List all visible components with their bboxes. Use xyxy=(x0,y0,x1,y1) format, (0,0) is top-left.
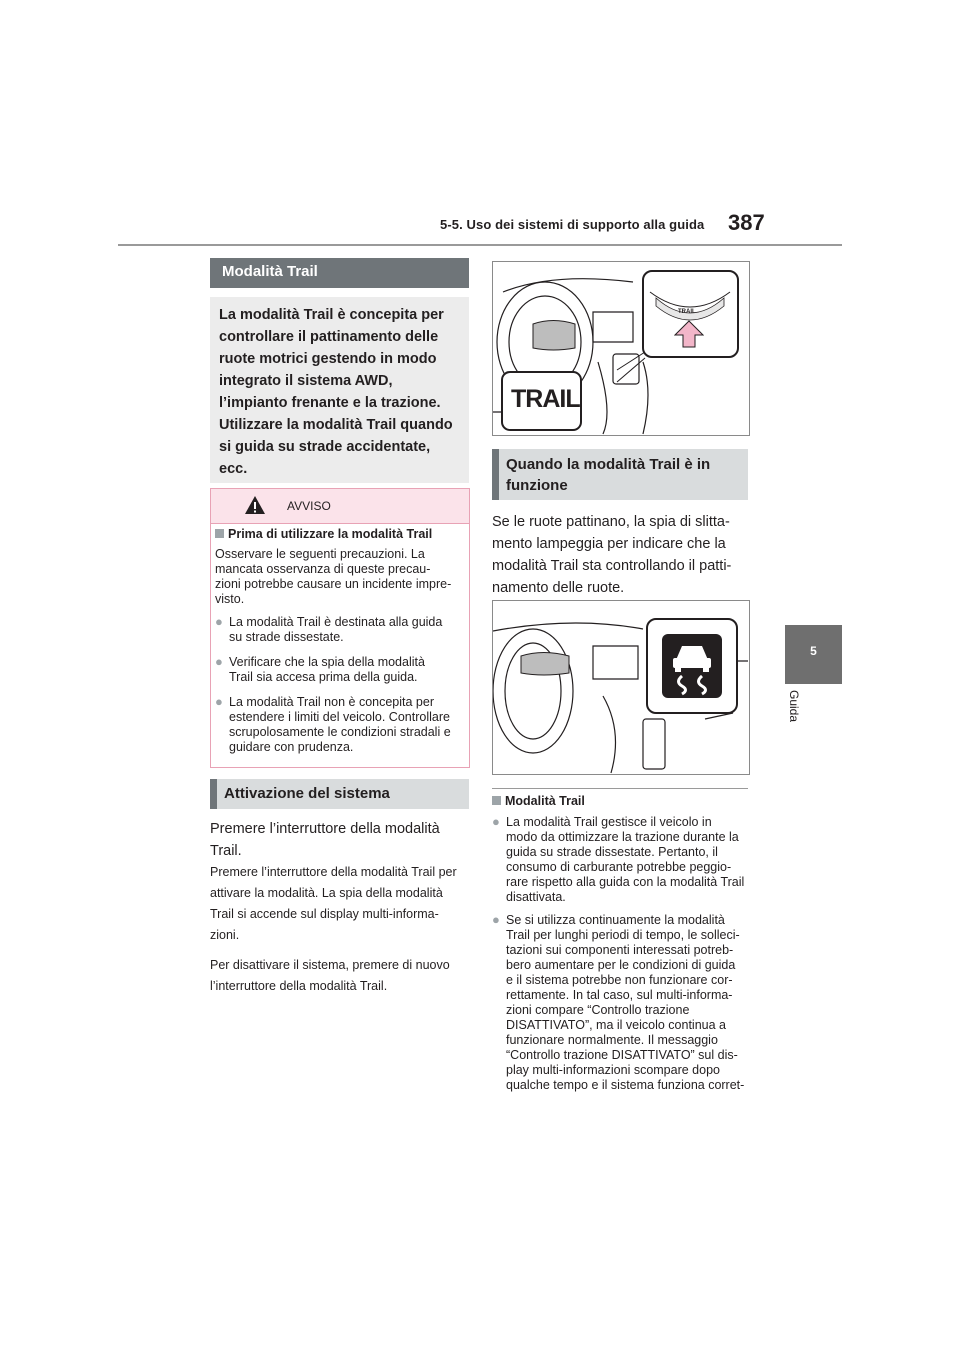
note-item: ● Se si utilizza continuamente la modalità Trail per lunghi periodi di tempo, le solleci- tazioni sui componenti interessati potreb- bero aumentare per le condizioni di guida e il sistema potrebbe non funzionare cor- rettamente. In tal caso, sul multi-informa- zioni compare “Controllo trazione DISATTIVATO”, ma il veicolo continua a funzionare normalmente. Il messaggio “Controllo trazione DISATTIVATO” sul dis- play multi-informazioni scompare dopo qualche tempo e il sistema funziona corret- xyxy=(492,912,745,1092)
notes-block xyxy=(492,794,754,1093)
lead-line: Utilizzare la modalità Trail quando xyxy=(219,417,453,433)
warning-item: ● La modalità Trail non è concepita per estendere i limiti del veicolo. Controllare scrupolosamente le condizioni stradali e guidare con prudenza. xyxy=(215,694,451,754)
switch-inset xyxy=(642,270,739,358)
warning-triangle-icon xyxy=(244,495,266,515)
circle-bullet-icon: ● xyxy=(215,694,223,709)
warning-header xyxy=(211,489,469,524)
lead-line: l’impianto frenante e la trazione. xyxy=(219,395,441,411)
warning-box xyxy=(210,488,470,768)
switch-label: TRAIL xyxy=(678,309,696,315)
section-heading-text: Modalità Trail xyxy=(222,263,318,280)
warning-intro-line: mancata osservanza di queste precau- xyxy=(215,562,431,576)
warning-subhead: Prima di utilizzare la modalità Trail xyxy=(215,527,465,542)
lead-line: controllare il pattinamento delle xyxy=(219,329,439,345)
up-arrow-icon xyxy=(674,320,704,348)
notes-rule xyxy=(492,788,748,789)
lead-box xyxy=(210,297,469,483)
circle-bullet-icon: ● xyxy=(492,912,500,927)
figure-skid-indicator xyxy=(492,600,750,775)
trail-callout-label: TRAIL xyxy=(511,385,580,413)
section-heading-line: Quando la modalità Trail è in xyxy=(506,456,711,473)
lead-line: La modalità Trail è concepita per xyxy=(219,307,444,323)
square-bullet-icon xyxy=(492,796,501,805)
page-number: 387 xyxy=(728,210,765,235)
running-header: 5-5. Uso dei sistemi di supporto alla guida xyxy=(440,217,705,232)
trail-callout xyxy=(501,371,582,431)
activation-step: Premere l’interruttore della modalità Trail. xyxy=(210,821,440,859)
activation-body: Premere l’interruttore della modalità Trail per attivare la modalità. La spia della modalità Trail si accende sul display multi-informa- zioni. Per disattivare il sistema, premere di nuovo l’interruttore della modalità Trail. xyxy=(210,865,457,993)
warning-intro-line: Osservare le seguenti precauzioni. La xyxy=(215,547,425,561)
section-heading-attivazione xyxy=(210,779,469,809)
lead-line: ruote motrici gestendo in modo xyxy=(219,351,437,367)
square-bullet-icon xyxy=(215,529,224,538)
chapter-label-wrap xyxy=(783,690,805,730)
skid-paragraph: Se le ruote pattinano, la spia di slitta- mento lampeggia per indicare che la modalità Trail sta controllando il patti- namento delle ruote. xyxy=(492,514,732,596)
note-item: ● La modalità Trail gestisce il veicolo in modo da ottimizzare la trazione durante la guida su strade dissestate. Pertanto, il consumo di carburante potrebbe peggio- rare rispetto alla guida con la modalità Trail disattivata. xyxy=(492,814,745,904)
chapter-tab: 5 xyxy=(785,625,842,684)
circle-bullet-icon: ● xyxy=(492,814,500,829)
section-heading-line: funzione xyxy=(506,477,568,494)
warning-title: AVVISO xyxy=(287,499,331,513)
section-heading-modalita-trail xyxy=(210,258,469,288)
chapter-label: Guida xyxy=(787,690,801,723)
section-heading-in-funzione xyxy=(492,449,748,500)
note-title: Modalità Trail xyxy=(492,794,754,809)
circle-bullet-icon: ● xyxy=(215,614,223,629)
header-rule xyxy=(118,244,842,246)
lead-line: si guida su strade accidentate, xyxy=(219,439,431,455)
warning-intro-line: zioni potrebbe causare un incidente impre- xyxy=(215,577,452,591)
warning-item: ● Verificare che la spia della modalità Trail sia accesa prima della guida. xyxy=(215,654,425,684)
lead-line: integrato il sistema AWD, xyxy=(219,373,393,389)
circle-bullet-icon: ● xyxy=(215,654,223,669)
section-heading-text: Attivazione del sistema xyxy=(224,785,390,802)
warning-item: ● La modalità Trail è destinata alla guida su strade dissestate. xyxy=(215,614,443,644)
indicator-inset xyxy=(646,618,738,714)
figure-trail-switch xyxy=(492,261,750,436)
lead-line: ecc. xyxy=(219,461,248,477)
warning-intro-line: visto. xyxy=(215,592,245,606)
skid-indicator-icon xyxy=(662,634,722,698)
